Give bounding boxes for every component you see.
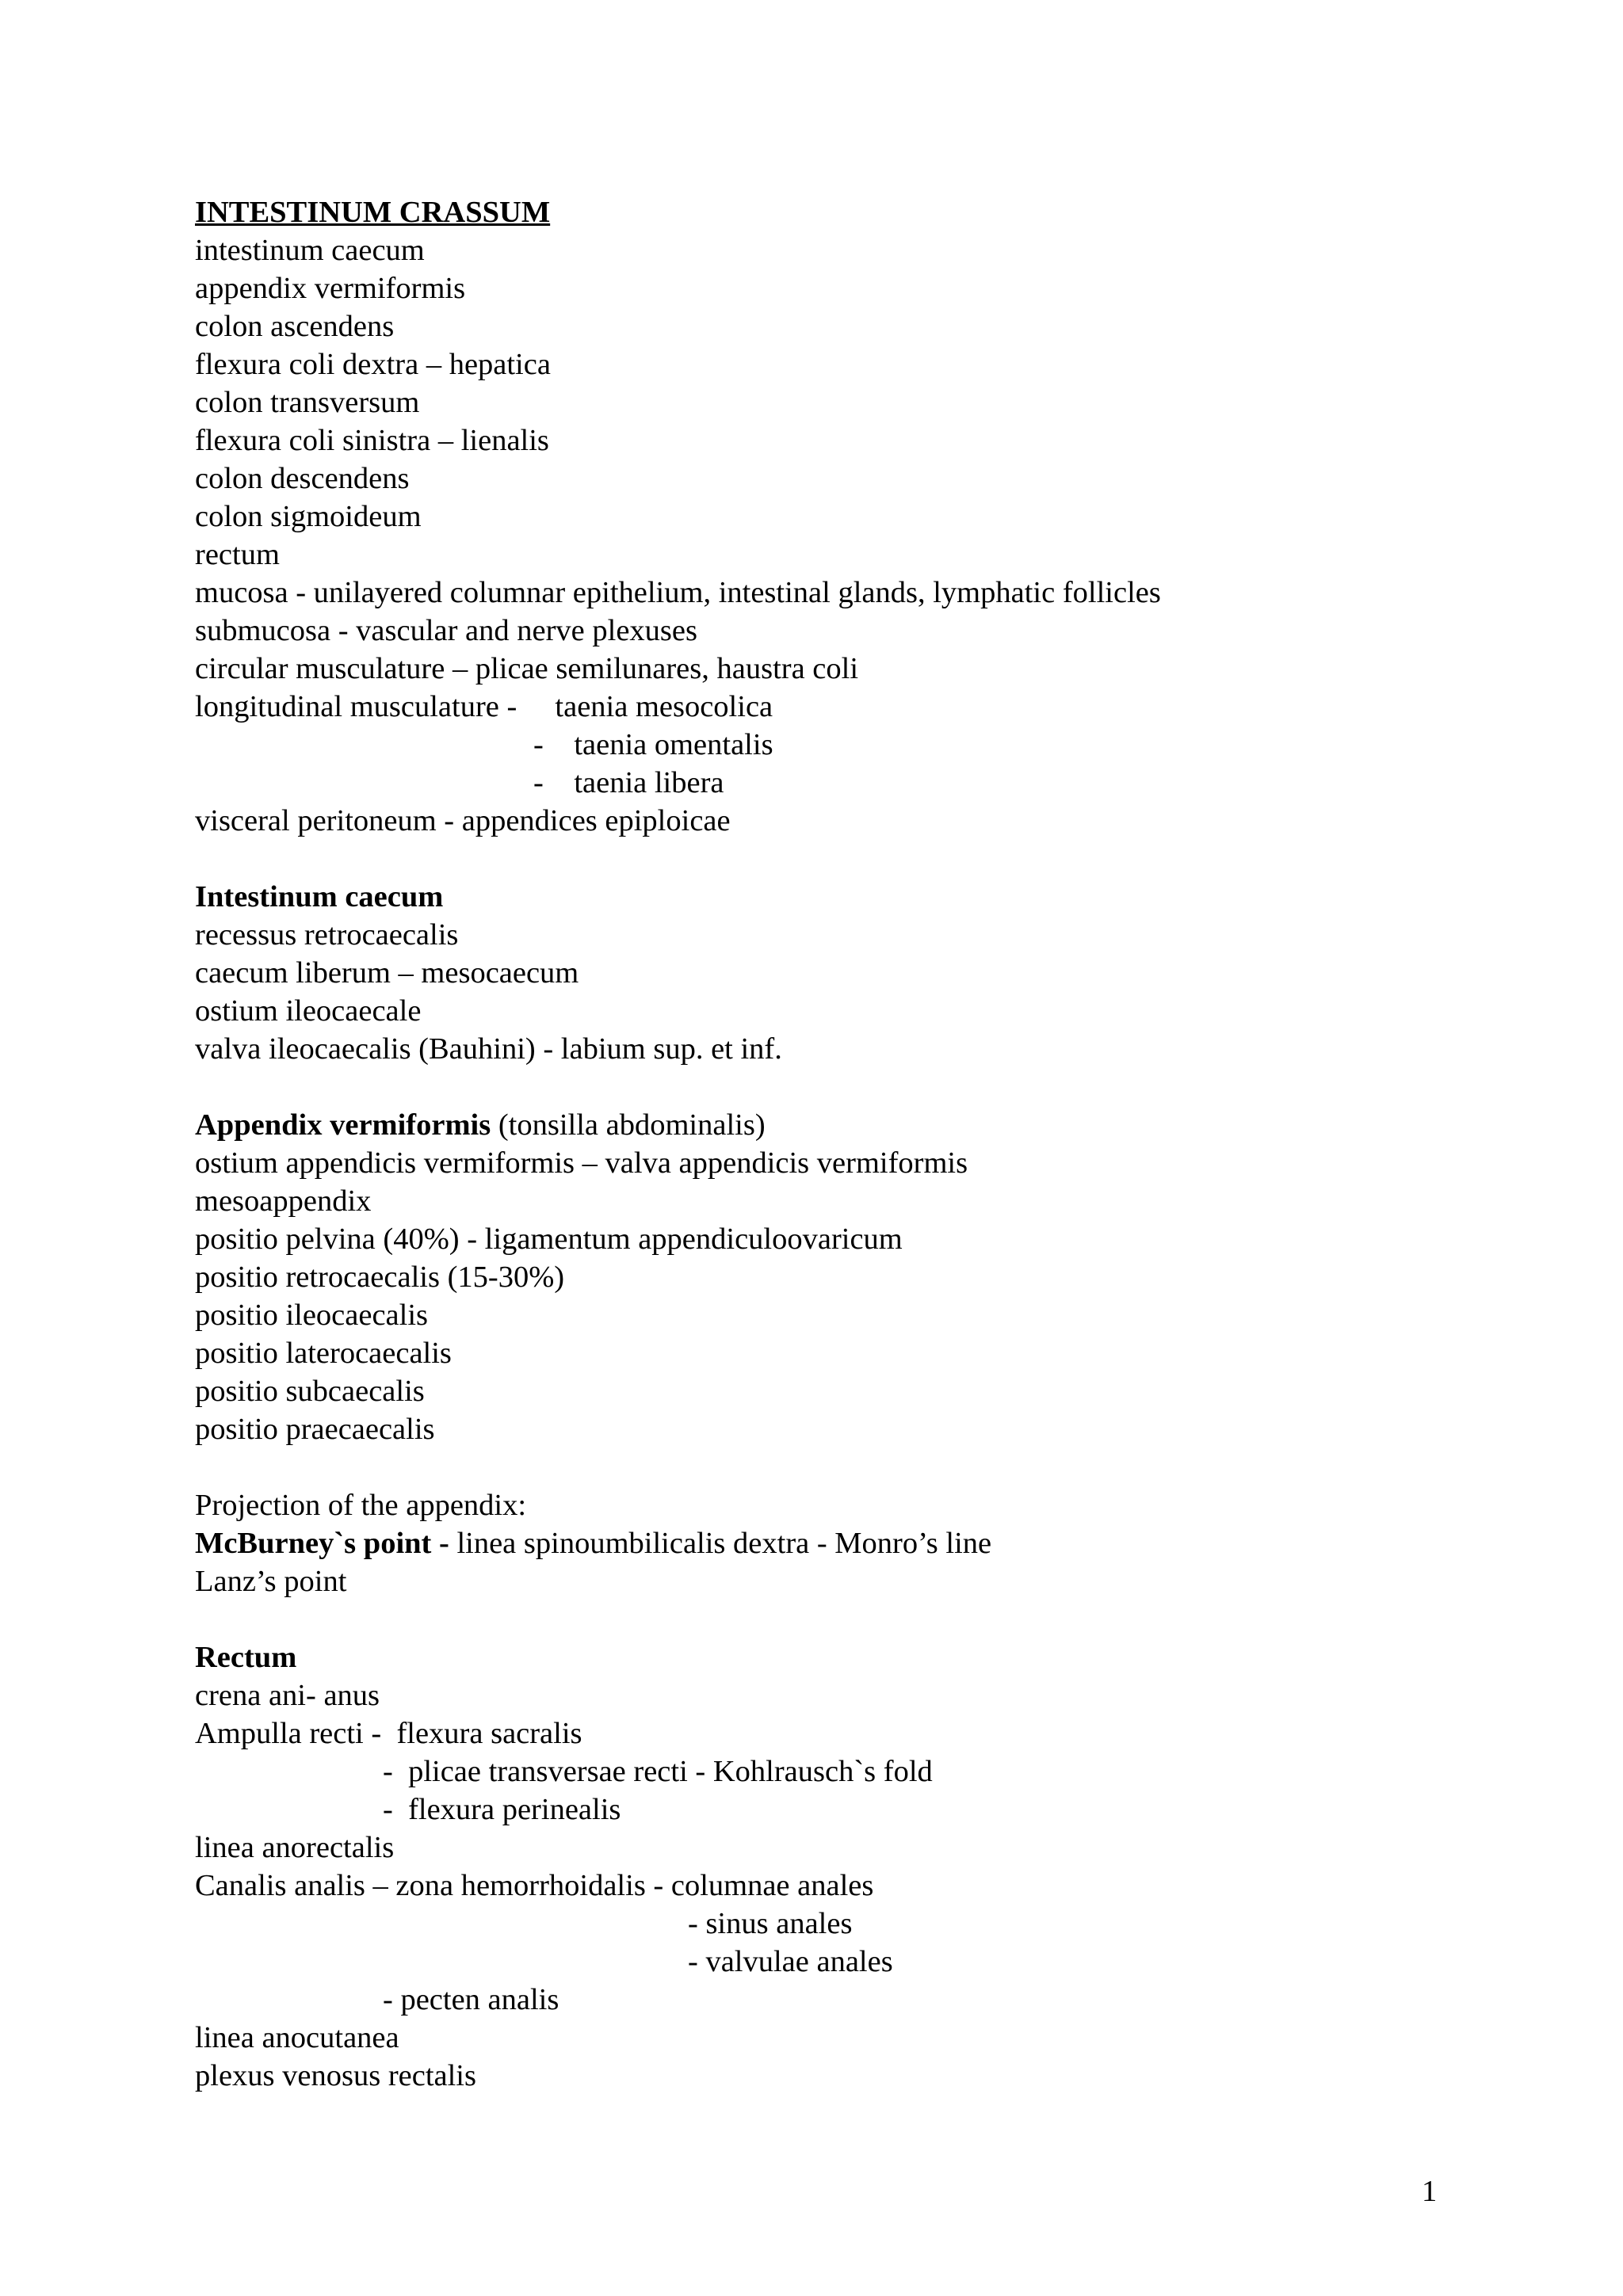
canalis-sub-line: - valvulae anales [688, 1945, 893, 1978]
layer-line: circular musculature – plicae semilunares, haustra coli [195, 652, 859, 685]
section-title-appendix [195, 1106, 1542, 1144]
rectum-line: linea anorectalis [195, 1831, 395, 1864]
mcburney-line [195, 1524, 1542, 1562]
appendix-line: ostium appendicis vermiformis – valva appendicis vermiformis [195, 1146, 968, 1180]
taenia-line: - taenia omentalis [533, 728, 773, 761]
ampulla-line: Ampulla recti - flexura sacralis [195, 1717, 582, 1750]
part-line: colon ascendens [195, 310, 395, 343]
appendix-line: positio subcaecalis [195, 1375, 425, 1408]
caecum-line: valva ileocaecalis (Bauhini) - labium sup. et inf. [195, 1032, 782, 1066]
section-title-caecum: Intestinum caecum [195, 880, 444, 913]
appendix-title: Appendix vermiformis [195, 1108, 491, 1142]
projection-heading: Projection of the appendix: [195, 1489, 527, 1522]
appendix-line: positio ileocaecalis [195, 1299, 428, 1332]
section-title-rectum: Rectum [195, 1641, 297, 1674]
spacer [195, 1068, 1542, 1106]
pecten-line: - pecten analis [383, 1983, 559, 2016]
part-line: rectum [195, 538, 280, 571]
part-line: colon descendens [195, 462, 410, 495]
layer-line: submucosa - vascular and nerve plexuses [195, 614, 697, 647]
appendix-line: positio pelvina (40%) - ligamentum appendiculoovaricum [195, 1222, 903, 1256]
part-line: flexura coli sinistra – lienalis [195, 424, 549, 457]
part-line: colon sigmoideum [195, 500, 422, 533]
spacer [195, 840, 1542, 878]
rectum-line: plexus venosus rectalis [195, 2059, 476, 2092]
rectum-line: linea anocutanea [195, 2021, 399, 2054]
taenia-line: - taenia libera [533, 766, 724, 799]
rectum-line: crena ani- anus [195, 1679, 380, 1712]
page-number: 1 [1422, 2175, 1438, 2208]
caecum-line: recessus retrocaecalis [195, 918, 459, 952]
appendix-title-suffix: (tonsilla abdominalis) [491, 1108, 766, 1142]
visceral-peritoneum-line: visceral peritoneum - appendices epiploicae [195, 804, 731, 837]
layer-line: mucosa - unilayered columnar epithelium, intestinal glands, lymphatic follicles [195, 576, 1161, 609]
part-line: colon transversum [195, 386, 420, 419]
caecum-line: caecum liberum – mesocaecum [195, 956, 579, 990]
longitudinal-musculature-line: longitudinal musculature - taenia mesocolica [195, 690, 773, 723]
appendix-line: positio retrocaecalis (15-30%) [195, 1261, 565, 1294]
lanz-point-line: Lanz’s point [195, 1565, 347, 1598]
spacer [195, 1448, 1542, 1486]
appendix-line: mesoappendix [195, 1184, 372, 1218]
document-body [195, 193, 1542, 2095]
section-title-intestinum-crassum: INTESTINUM CRASSUM [195, 196, 551, 229]
mcburney-label: McBurney`s point - [195, 1527, 449, 1560]
caecum-line: ostium ileocaecale [195, 994, 422, 1028]
canalis-line: Canalis analis – zona hemorrhoidalis - columnae anales [195, 1869, 874, 1902]
appendix-line: positio laterocaecalis [195, 1337, 452, 1370]
mcburney-text: linea spinoumbilicalis dextra - Monro’s line [449, 1527, 992, 1560]
appendix-line: positio praecaecalis [195, 1413, 435, 1446]
spacer [195, 1600, 1542, 1638]
canalis-sub-line: - sinus anales [688, 1907, 853, 1940]
part-line: appendix vermiformis [195, 272, 466, 305]
part-line: intestinum caecum [195, 234, 425, 267]
ampulla-sub-line: - plicae transversae recti - Kohlrausch`s fold [383, 1755, 933, 1788]
part-line: flexura coli dextra – hepatica [195, 348, 551, 381]
ampulla-sub-line: - flexura perinealis [383, 1793, 621, 1826]
